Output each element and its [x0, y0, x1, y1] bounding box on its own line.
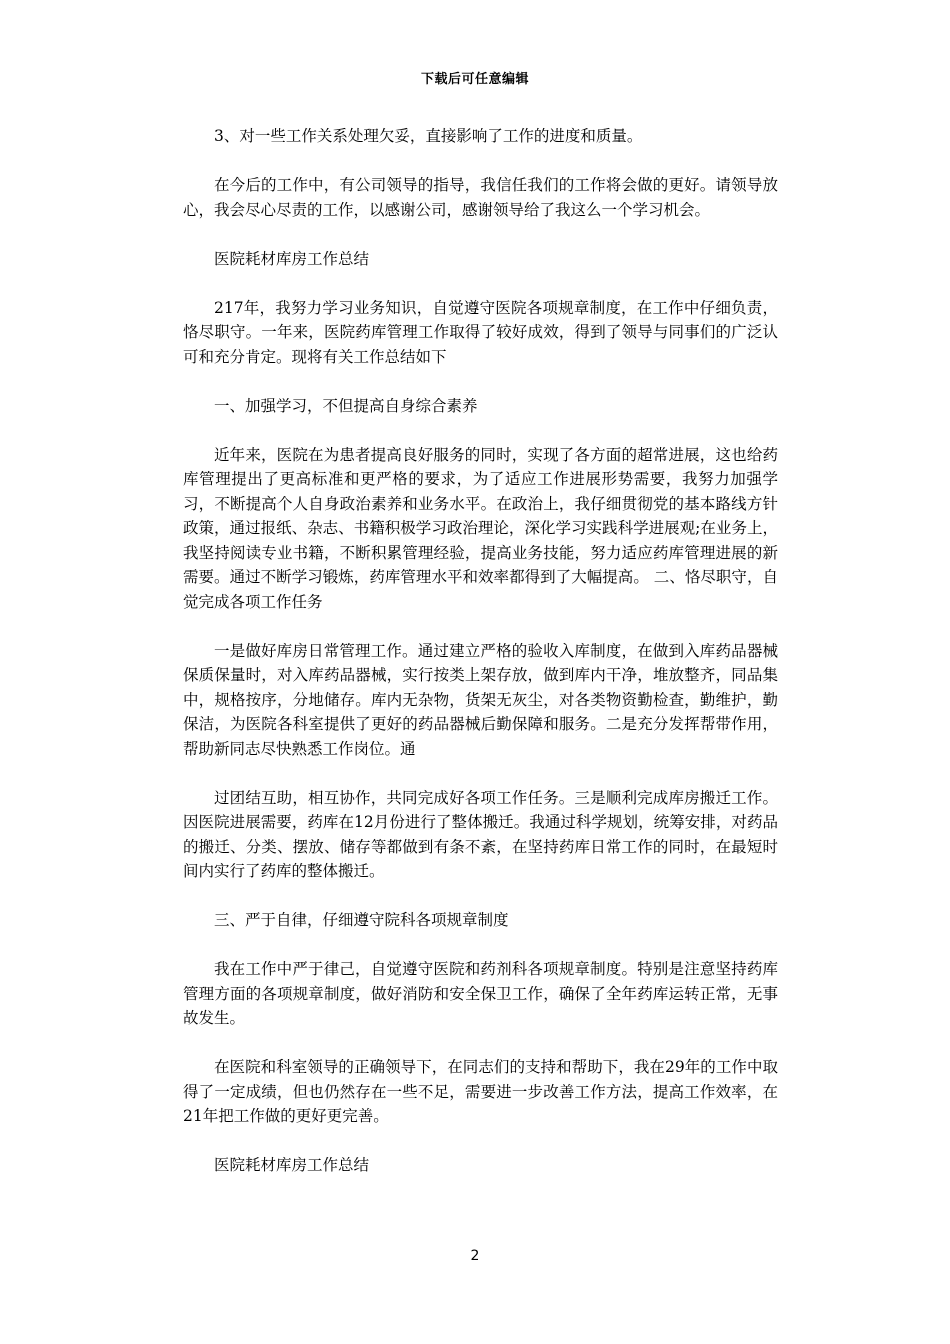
paragraph-study: 近年来，医院在为患者提高良好服务的同时，实现了各方面的超常进展，这也给药库管理提出了更高标准和更严格的要求，为了适应工作进展形势需要，我努力加强学习，不断提高个人自身政治素养和业务水平。在政治上，我仔细贯彻党的基本路线方针政策，通过报纸、杂志、书籍积极学习政治理论，深化学习实践科学进展观;在业务上，我坚持阅读专业书籍，不断积累管理经验，提高业务技能，努力适应药库管理进展的新需要。通过不断学习锻炼，药库管理水平和效率都得到了大幅提高。 二、恪尽职守，自觉完成各项工作任务 — [183, 445, 778, 611]
paragraph-teamwork: 过团结互助，相互协作，共同完成好各项工作任务。三是顺利完成库房搬迁工作。因医院进展需要，药库在12月份进行了整体搬迁。我通过科学规划，统筹安排，对药品的搬迁、分类、摆放、储存等都做到有条不紊，在坚持药库日常工作的同时，在最短时间内实行了药库的整体搬迁。 — [183, 788, 778, 880]
paragraph-conclusion: 在医院和科室领导的正确领导下，在同志们的支持和帮助下，我在29年的工作中取得了一定成绩，但也仍然存在一些不足，需要进一步改善工作方法，提高工作效率，在21年把工作做的更好更完善。 — [183, 1058, 778, 1125]
paragraph-intro: 217年，我努力学习业务知识，自觉遵守医院各项规章制度，在工作中仔细负责，恪尽职守。一年来，医院药库管理工作取得了较好成效，得到了领导与同事们的广泛认可和充分肯定。现将有关工作总结如下 — [183, 298, 778, 366]
section-heading-1: 一、加强学习，不但提高自身综合素养 — [214, 396, 478, 415]
paragraph-discipline: 我在工作中严于律己，自觉遵守医院和药剂科各项规章制度。特别是注意坚持药库管理方面的各项规章制度，做好消防和安全保卫工作，确保了全年药库运转正常，无事故发生。 — [183, 960, 778, 1027]
page-number: 2 — [470, 1248, 480, 1264]
paragraph-duty: 一是做好库房日常管理工作。通过建立严格的验收入库制度，在做到入库药品器械保质保量时，对入库药品器械，实行按类上架存放，做到库内干净，堆放整齐，同品集中，规格按序，分地储存。库内无杂物，货架无灰尘，对各类物资勤检查，勤维护，勤保洁，为医院各科室提供了更好的药品器械后勤保障和服务。二是充分发挥帮带作用，帮助新同志尽快熟悉工作岗位。通 — [183, 641, 778, 758]
document-body — [183, 124, 778, 1202]
section-heading-3: 三、严于自律，仔细遵守院科各项规章制度 — [214, 911, 509, 929]
section-title: 医院耗材库房工作总结 — [214, 249, 370, 268]
page-header: 下载后可任意编辑 — [420, 72, 529, 87]
section-title-repeat: 医院耗材库房工作总结 — [214, 1156, 370, 1174]
paragraph-2: 在今后的工作中，有公司领导的指导，我信任我们的工作将会做的更好。请领导放心，我会尽心尽责的工作，以感谢公司，感谢领导给了我这么一个学习机会。 — [183, 176, 778, 219]
paragraph-1: 3、对一些工作关系处理欠妥，直接影响了工作的进度和质量。 — [214, 127, 643, 145]
